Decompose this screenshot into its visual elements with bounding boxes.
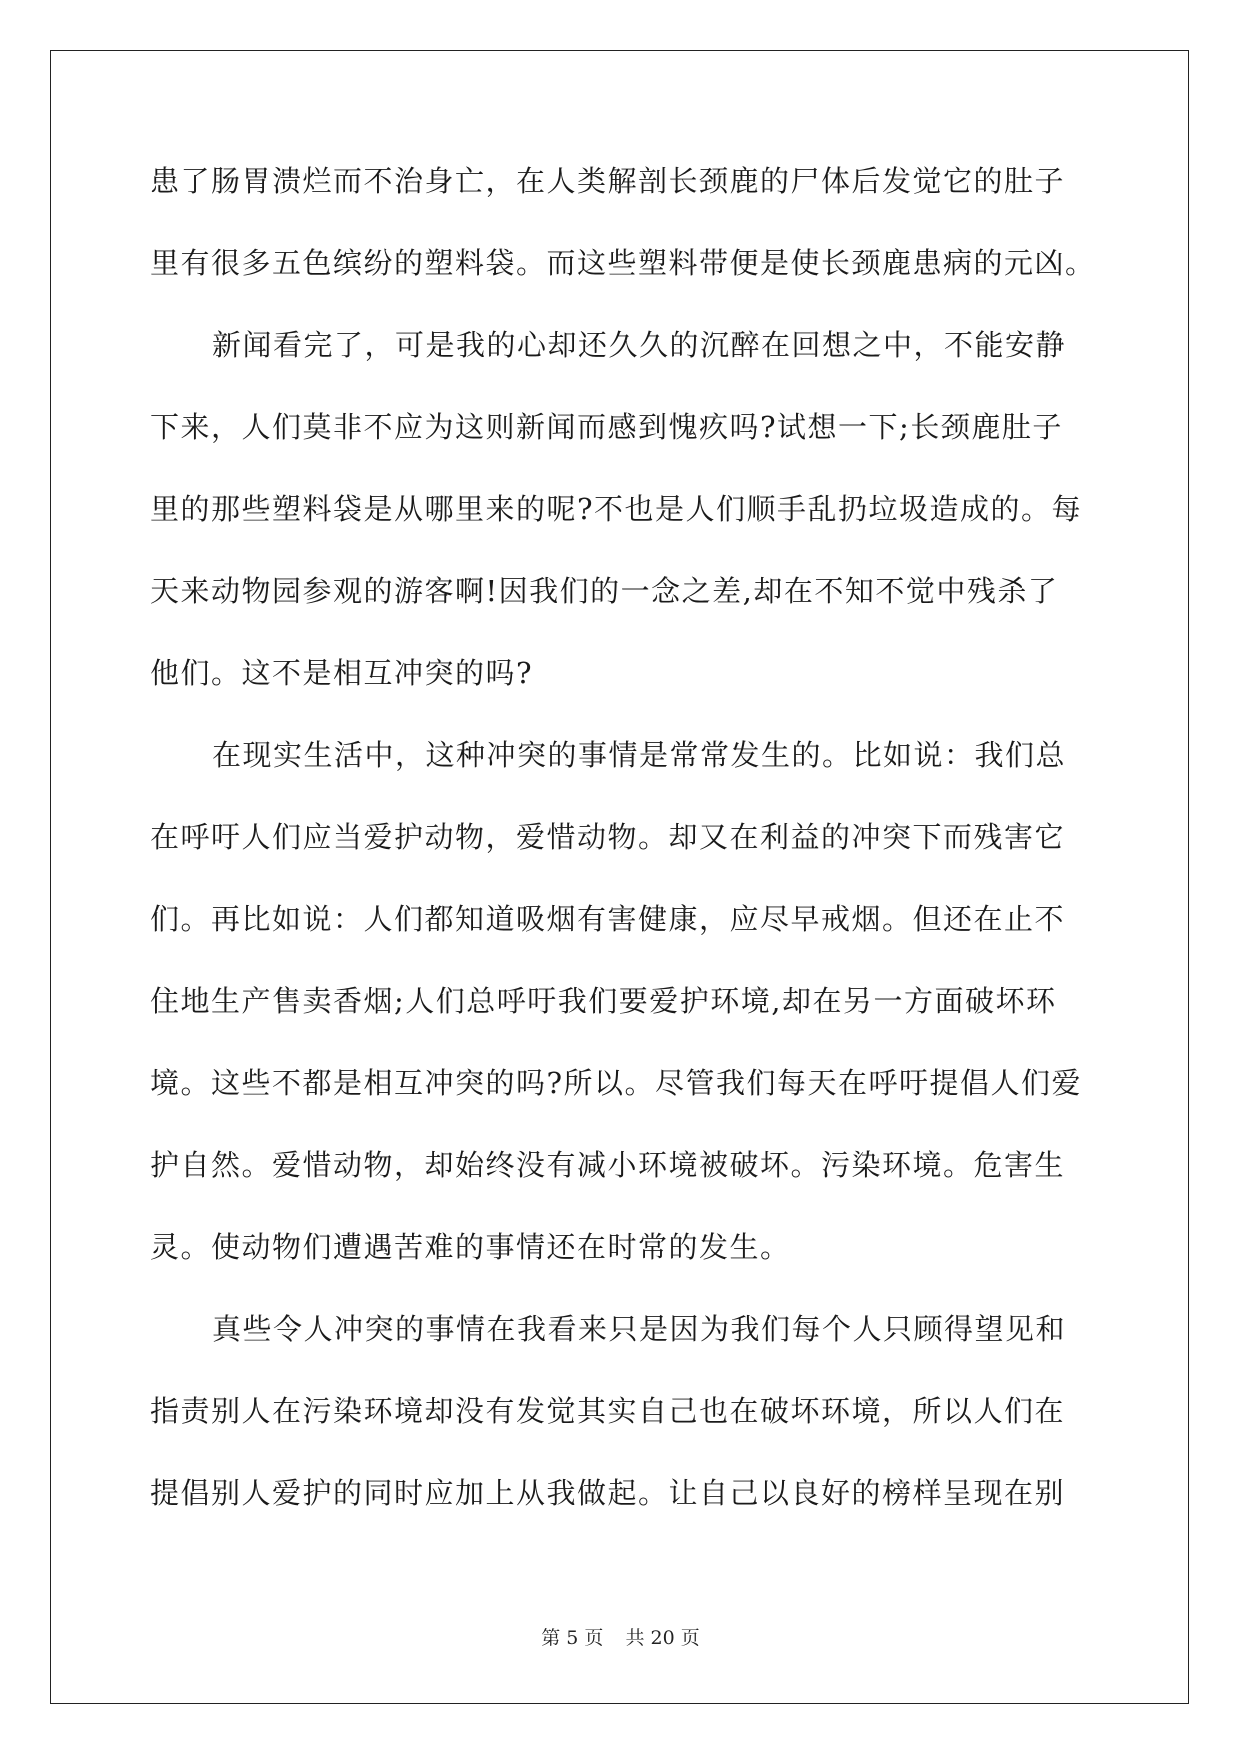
text-line: 指责别人在污染环境却没有发觉其实自己也在破坏环境，所以人们在 bbox=[150, 1394, 1066, 1428]
paragraph-3 bbox=[150, 729, 1090, 1303]
text-line: 他们。这不是相互冲突的吗? bbox=[150, 656, 534, 690]
text-line: 天来动物园参观的游客啊!因我们的一念之差,却在不知不觉中残杀了 bbox=[150, 574, 1059, 608]
text-line: 提倡别人爱护的同时应加上从我做起。让自己以良好的榜样呈现在别 bbox=[150, 1476, 1066, 1510]
page-total: 共 20 页 bbox=[625, 1627, 700, 1649]
text-line: 灵。使动物们遭遇苦难的事情还在时常的发生。 bbox=[150, 1230, 791, 1264]
text-line: 在呼吁人们应当爱护动物，爱惜动物。却又在利益的冲突下而残害它 bbox=[150, 820, 1066, 854]
text-line: 真些令人冲突的事情在我看来只是因为我们每个人只顾得望见和 bbox=[212, 1312, 1067, 1346]
paragraph-1 bbox=[150, 155, 1096, 319]
text-line: 们。再比如说：人们都知道吸烟有害健康，应尽早戒烟。但还在止不 bbox=[150, 902, 1066, 936]
text-line: 下来，人们莫非不应为这则新闻而感到愧疚吗?试想一下;长颈鹿肚子 bbox=[150, 410, 1063, 444]
document-body bbox=[150, 155, 1096, 1549]
text-line: 在现实生活中，这种冲突的事情是常常发生的。比如说：我们总 bbox=[212, 738, 1067, 772]
page-footer bbox=[0, 1623, 1241, 1650]
text-line: 新闻看完了，可是我的心却还久久的沉醉在回想之中，不能安静 bbox=[212, 328, 1067, 362]
text-line: 护自然。爱惜动物，却始终没有减小环境被破坏。污染环境。危害生 bbox=[150, 1148, 1066, 1182]
text-line: 患了肠胃溃烂而不治身亡，在人类解剖长颈鹿的尸体后发觉它的肚子 bbox=[150, 164, 1066, 198]
text-line: 住地生产售卖香烟;人们总呼吁我们要爱护环境,却在另一方面破坏环 bbox=[150, 984, 1057, 1018]
text-line: 境。这些不都是相互冲突的吗?所以。尽管我们每天在呼吁提倡人们爱 bbox=[150, 1066, 1083, 1100]
text-line: 里有很多五色缤纷的塑料袋。而这些塑料带便是使长颈鹿患病的元凶。 bbox=[150, 246, 1096, 280]
page-number: 第 5 页 bbox=[541, 1627, 604, 1649]
paragraph-4 bbox=[150, 1303, 1090, 1549]
text-line: 里的那些塑料袋是从哪里来的呢?不也是人们顺手乱扔垃圾造成的。每 bbox=[150, 492, 1083, 526]
paragraph-2 bbox=[150, 319, 1090, 729]
